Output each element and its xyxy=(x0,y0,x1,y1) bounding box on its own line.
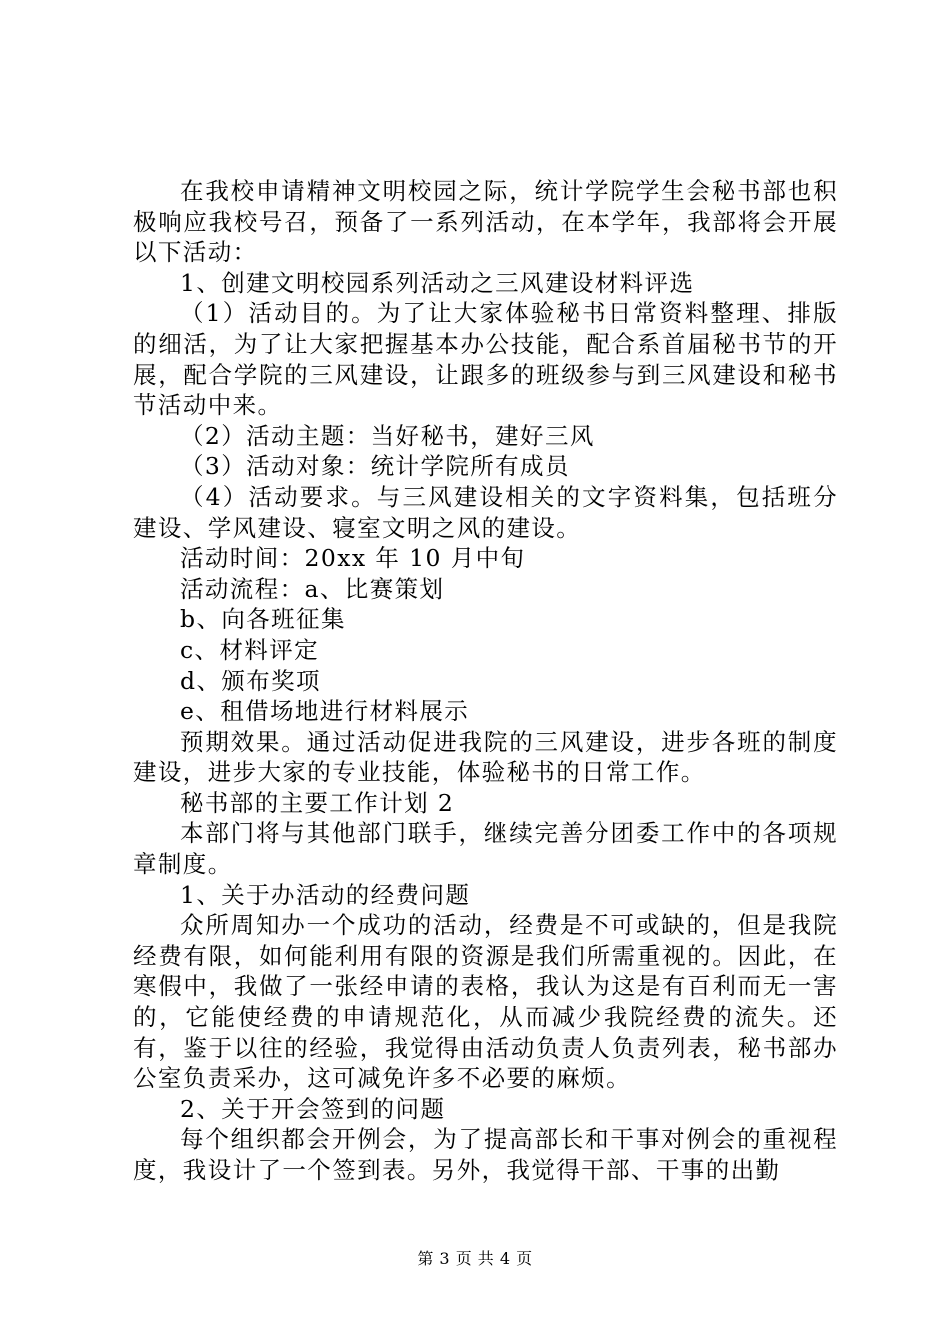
page-footer xyxy=(0,1246,950,1269)
paragraph-process-d: d、颁布奖项 xyxy=(180,666,321,695)
paragraph-process-b: b、向各班征集 xyxy=(180,605,346,634)
paragraph-funding-heading: 1、关于办活动的经费问题 xyxy=(180,880,471,909)
paragraph-process-e: e、租借场地进行材料展示 xyxy=(180,697,470,726)
paragraph-activity-theme: （2）活动主题：当好秘书，建好三风 xyxy=(180,421,595,450)
paragraph-signin-heading: 2、关于开会签到的问题 xyxy=(180,1094,446,1123)
paragraph-activity-time: 活动时间：20xx 年 10 月中旬 xyxy=(180,544,526,573)
paragraph-activity-1-title: 1、创建文明校园系列活动之三风建设材料评选 xyxy=(180,268,695,297)
page-number-label: 第 3 页 共 4 页 xyxy=(417,1249,533,1268)
paragraph-expected-effect: 预期效果。通过活动促进我院的三风建设，进步各班的制度建设，进步大家的专业技能，体验秘书的日常工作。 xyxy=(133,727,838,787)
paragraph-funding-body: 众所周知办一个成功的活动，经费是不可或缺的，但是我院经费有限，如何能利用有限的资源是我们所需重视的。因此，在寒假中，我做了一张经申请的表格，我认为这是有百利而无一害的，它能使经费的申请规范化，从而减少我院经费的流失。还有，鉴于以往的经验，我觉得由活动负责人负责列表，秘书部办公室负责采办，这可减免许多不必要的麻烦。 xyxy=(133,911,838,1093)
paragraph-activity-target: （3）活动对象：统计学院所有成员 xyxy=(180,452,570,481)
paragraph-plan-2-heading: 秘书部的主要工作计划 2 xyxy=(180,788,455,817)
paragraph-activity-requirements: （4）活动要求。与三风建设相关的文字资料集，包括班分建设、学风建设、寝室文明之风的建设。 xyxy=(133,482,838,542)
paragraph-signin-body: 每个组织都会开例会，为了提高部长和干事对例会的重视程度，我设计了一个签到表。另外，我觉得干部、干事的出勤 xyxy=(133,1125,838,1184)
paragraph-plan-2-intro: 本部门将与其他部门联手，继续完善分团委工作中的各项规章制度。 xyxy=(133,819,838,879)
paragraph-activity-process: 活动流程：a、比赛策划 xyxy=(180,574,445,603)
paragraph-process-c: c、材料评定 xyxy=(180,635,320,664)
paragraph-activity-purpose: （1）活动目的。为了让大家体验秘书日常资料整理、排版的细活，为了让大家把握基本办公技能，配合系首届秘书节的开展，配合学院的三风建设，让跟多的班级参与到三风建设和秘书节活动中来。 xyxy=(133,299,838,420)
paragraph-intro: 在我校申请精神文明校园之际，统计学院学生会秘书部也积极响应我校号召，预备了一系列活动，在本学年，我部将会开展以下活动： xyxy=(133,177,838,267)
document-body xyxy=(133,176,838,1186)
